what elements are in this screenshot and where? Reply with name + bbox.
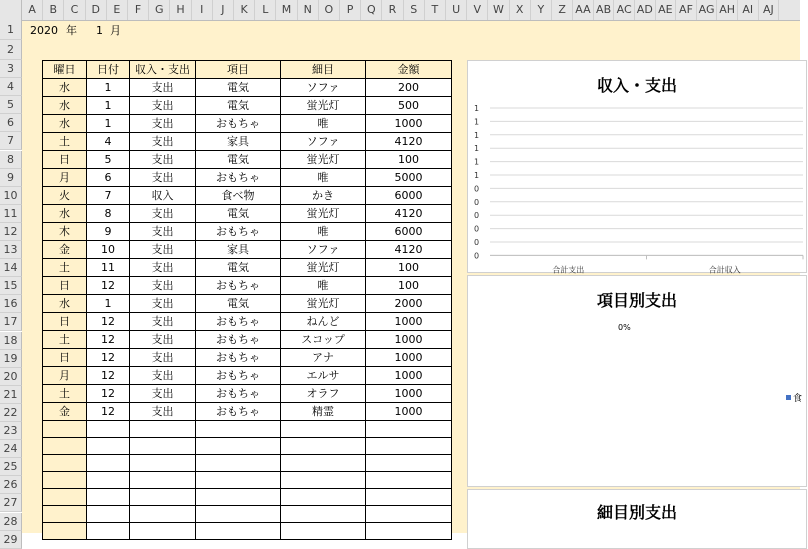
table-cell[interactable] [196,489,281,506]
column-header-k[interactable]: K [234,0,255,20]
table-cell[interactable] [281,438,366,455]
y-tick-label: 1 [474,130,480,140]
column-header-aa[interactable]: AA [573,0,594,20]
row-header-4[interactable]: 4 [0,78,22,96]
table-cell[interactable]: 水 [43,295,87,313]
column-header-m[interactable]: M [276,0,297,20]
row-header-15[interactable]: 15 [0,277,22,295]
column-header-ae[interactable]: AE [656,0,677,20]
column-header-v[interactable]: V [467,0,488,20]
table-cell[interactable] [366,506,452,523]
column-header-w[interactable]: W [488,0,509,20]
table-cell[interactable]: おもちゃ [196,349,281,367]
column-header-e[interactable]: E [107,0,128,20]
table-cell[interactable]: 9 [87,223,130,241]
y-tick-label: 1 [474,104,480,113]
table-row [43,349,452,367]
column-header-ag[interactable]: AG [697,0,718,20]
table-cell[interactable]: 電気 [196,205,281,223]
table-cell[interactable]: 12 [87,331,130,349]
table-cell[interactable]: 100 [366,151,452,169]
table-cell[interactable]: 1000 [366,367,452,385]
table-cell[interactable]: おもちゃ [196,313,281,331]
column-header-ai[interactable]: AI [738,0,759,20]
table-cell[interactable] [196,438,281,455]
row-header-3[interactable]: 3 [0,60,22,78]
table-cell[interactable] [130,421,196,438]
table-cell[interactable] [366,421,452,438]
table-cell[interactable] [130,472,196,489]
table-cell[interactable]: 金 [43,241,87,259]
row-header-2[interactable]: 2 [0,40,22,60]
table-cell[interactable]: 6000 [366,223,452,241]
table-cell[interactable]: 電気 [196,97,281,115]
table-cell[interactable] [130,489,196,506]
table-cell[interactable]: 1 [87,97,130,115]
table-cell[interactable]: 1 [87,79,130,97]
row-header-26[interactable]: 26 [0,476,22,494]
table-cell[interactable]: 12 [87,277,130,295]
x-category-label: 合計支出 [552,265,585,275]
table-cell[interactable]: 唯 [281,223,366,241]
column-heading[interactable]: 項目 [196,61,281,79]
table-cell[interactable]: 水 [43,115,87,133]
table-cell[interactable]: 精霊 [281,403,366,421]
table-row [43,205,452,223]
row-header-10[interactable]: 10 [0,187,22,205]
column-header-bar [0,0,800,21]
y-tick-label: 1 [474,157,480,167]
table-cell[interactable]: 日 [43,313,87,331]
table-cell[interactable]: 7 [87,187,130,205]
table-cell[interactable]: 土 [43,133,87,151]
column-header-j[interactable]: J [213,0,234,20]
table-cell[interactable]: 水 [43,79,87,97]
table-row [43,79,452,97]
table-cell[interactable]: 5 [87,151,130,169]
table-cell[interactable]: おもちゃ [196,331,281,349]
row-header-9[interactable]: 9 [0,169,22,187]
table-cell[interactable]: おもちゃ [196,277,281,295]
column-header-a[interactable]: A [22,0,43,20]
table-row [43,523,452,540]
column-header-i[interactable]: I [192,0,213,20]
table-cell[interactable]: 電気 [196,259,281,277]
column-header-z[interactable]: Z [552,0,573,20]
table-cell[interactable] [43,489,87,506]
column-header-f[interactable]: F [128,0,149,20]
table-cell[interactable]: ソファ [281,79,366,97]
table-cell[interactable]: 4120 [366,241,452,259]
table-cell[interactable] [43,506,87,523]
table-cell[interactable]: 支出 [130,385,196,403]
row-header-5[interactable]: 5 [0,96,22,114]
table-cell[interactable]: 月 [43,169,87,187]
table-cell[interactable] [366,455,452,472]
row-header-28[interactable]: 28 [0,513,22,531]
column-heading[interactable]: 細目 [281,61,366,79]
table-cell[interactable] [281,523,366,540]
column-header-ah[interactable]: AH [717,0,738,20]
y-tick-label: 0 [474,211,480,221]
table-cell[interactable] [196,455,281,472]
table-row [43,421,452,438]
table-cell[interactable]: 支出 [130,169,196,187]
column-header-aj[interactable]: AJ [759,0,780,20]
table-row [43,133,452,151]
table-cell[interactable]: 支出 [130,241,196,259]
chart-title: 項目別支出 [596,291,677,310]
table-cell[interactable]: 土 [43,385,87,403]
pie-percent-label: 0% [618,323,631,332]
table-cell[interactable] [87,421,130,438]
row-header-29[interactable]: 29 [0,531,22,549]
column-header-x[interactable]: X [510,0,531,20]
row-header-19[interactable]: 19 [0,350,22,368]
table-cell[interactable]: 12 [87,385,130,403]
x-category-label: 合計収入 [708,265,741,275]
table-cell[interactable]: ねんど [281,313,366,331]
table-cell[interactable]: 1000 [366,403,452,421]
table-cell[interactable]: 4120 [366,205,452,223]
chart-title: 収入・支出 [596,76,677,95]
table-cell[interactable]: 5000 [366,169,452,187]
table-cell[interactable]: 6 [87,169,130,187]
table-header-row [43,61,452,79]
y-tick-label: 1 [474,171,480,180]
select-all-corner[interactable] [0,0,22,20]
table-cell[interactable] [281,472,366,489]
table-cell[interactable]: 支出 [130,277,196,295]
row-header-1[interactable]: 1 [0,20,22,40]
table-cell[interactable] [281,455,366,472]
column-header-n[interactable]: N [298,0,319,20]
table-cell[interactable] [281,506,366,523]
row-header-13[interactable]: 13 [0,241,22,259]
row-header-27[interactable]: 27 [0,494,22,512]
column-header-c[interactable]: C [64,0,85,20]
table-cell[interactable]: ソファ [281,133,366,151]
table-cell[interactable]: 支出 [130,349,196,367]
table-cell[interactable]: アナ [281,349,366,367]
table-cell[interactable]: 500 [366,97,452,115]
column-header-r[interactable]: R [382,0,403,20]
table-cell[interactable]: 12 [87,367,130,385]
ledger-table [42,60,452,540]
table-cell[interactable]: 支出 [130,295,196,313]
row-header-11[interactable]: 11 [0,205,22,223]
table-row [43,313,452,331]
table-cell[interactable]: 蛍光灯 [281,205,366,223]
table-cell[interactable]: 支出 [130,115,196,133]
table-cell[interactable]: 蛍光灯 [281,97,366,115]
table-cell[interactable]: 1000 [366,313,452,331]
column-heading[interactable]: 日付 [87,61,130,79]
table-cell[interactable]: 1000 [366,115,452,133]
y-tick-label: 1 [474,117,480,127]
column-header-ad[interactable]: AD [635,0,656,20]
table-cell[interactable]: 1000 [366,349,452,367]
table-cell[interactable]: 蛍光灯 [281,295,366,313]
by-item-chart[interactable] [467,275,807,487]
table-cell[interactable]: 200 [366,79,452,97]
column-header-o[interactable]: O [319,0,340,20]
y-tick-label: 0 [474,184,480,194]
table-cell[interactable]: 12 [87,313,130,331]
table-row [43,97,452,115]
income-expense-chart[interactable] [467,60,807,273]
table-cell[interactable]: 家具 [196,133,281,151]
table-cell[interactable]: オラフ [281,385,366,403]
column-header-ac[interactable]: AC [614,0,635,20]
column-header-u[interactable]: U [446,0,467,20]
table-cell[interactable] [366,489,452,506]
table-cell[interactable]: 電気 [196,79,281,97]
column-heading[interactable]: 金額 [366,61,452,79]
row-header-21[interactable]: 21 [0,386,22,404]
table-cell[interactable] [196,523,281,540]
table-row [43,403,452,421]
table-row [43,277,452,295]
table-row [43,367,452,385]
table-cell[interactable]: おもちゃ [196,115,281,133]
row-header-18[interactable]: 18 [0,332,22,350]
table-cell[interactable] [196,421,281,438]
table-cell[interactable]: 蛍光灯 [281,259,366,277]
table-cell[interactable]: 1 [87,295,130,313]
table-cell[interactable]: 支出 [130,367,196,385]
table-row [43,331,452,349]
chart-title: 細目別支出 [596,503,677,522]
table-row [43,506,452,523]
table-cell[interactable]: 電気 [196,295,281,313]
column-header-d[interactable]: D [86,0,107,20]
column-header-g[interactable]: G [149,0,170,20]
table-cell[interactable]: 支出 [130,331,196,349]
row-header-17[interactable]: 17 [0,313,22,331]
y-tick-label: 0 [474,238,480,247]
table-cell[interactable]: ソファ [281,241,366,259]
year-label: 年 [66,24,77,37]
table-cell[interactable]: 支出 [130,313,196,331]
table-cell[interactable]: 支出 [130,205,196,223]
table-cell[interactable] [366,438,452,455]
table-cell[interactable]: 100 [366,277,452,295]
table-cell[interactable]: おもちゃ [196,169,281,187]
table-cell[interactable]: 4120 [366,133,452,151]
y-tick-label: 0 [474,197,480,207]
row-header-6[interactable]: 6 [0,114,22,132]
table-row [43,385,452,403]
by-detail-chart[interactable] [467,489,807,549]
table-cell[interactable]: 家具 [196,241,281,259]
table-row [43,115,452,133]
month-value[interactable]: 1 [96,24,103,37]
table-cell[interactable]: 支出 [130,403,196,421]
table-cell[interactable] [130,438,196,455]
table-cell[interactable]: 収入 [130,187,196,205]
table-cell[interactable]: 支出 [130,151,196,169]
column-header-b[interactable]: B [43,0,64,20]
table-row [43,241,452,259]
y-tick-label: 0 [474,251,480,261]
table-cell[interactable]: 日 [43,349,87,367]
table-cell[interactable]: 土 [43,331,87,349]
table-cell[interactable]: 食べ物 [196,187,281,205]
table-cell[interactable]: 11 [87,259,130,277]
table-cell[interactable]: おもちゃ [196,367,281,385]
column-header-y[interactable]: Y [531,0,552,20]
legend-swatch-icon [786,395,791,400]
table-cell[interactable]: 支出 [130,79,196,97]
table-cell[interactable]: 1000 [366,331,452,349]
table-cell[interactable]: かき [281,187,366,205]
column-header-s[interactable]: S [404,0,425,20]
table-cell[interactable]: 1 [87,115,130,133]
table-cell[interactable] [281,421,366,438]
row-header-16[interactable]: 16 [0,295,22,313]
table-cell[interactable] [130,506,196,523]
row-header-23[interactable]: 23 [0,422,22,440]
table-cell[interactable] [87,438,130,455]
y-tick-label: 1 [474,144,480,154]
table-cell[interactable]: おもちゃ [196,223,281,241]
table-cell[interactable] [366,472,452,489]
table-row [43,489,452,506]
table-row [43,472,452,489]
table-cell[interactable]: 4 [87,133,130,151]
table-cell[interactable]: 電気 [196,151,281,169]
table-row [43,259,452,277]
column-heading[interactable]: 収入・支出 [130,61,196,79]
table-row [43,223,452,241]
column-heading[interactable]: 曜日 [43,61,87,79]
table-row [43,169,452,187]
table-cell[interactable]: 8 [87,205,130,223]
table-cell[interactable]: 金 [43,403,87,421]
column-header-ab[interactable]: AB [594,0,615,20]
row-header-14[interactable]: 14 [0,259,22,277]
table-row [43,455,452,472]
table-cell[interactable]: おもちゃ [196,385,281,403]
table-cell[interactable]: 水 [43,97,87,115]
table-cell[interactable] [87,489,130,506]
table-cell[interactable]: スコップ [281,331,366,349]
table-cell[interactable] [130,523,196,540]
table-cell[interactable] [43,472,87,489]
table-cell[interactable]: 蛍光灯 [281,151,366,169]
table-cell[interactable]: 12 [87,403,130,421]
legend-entry: 食 [793,394,803,404]
year-value[interactable]: 2020 [30,24,58,37]
table-row [43,151,452,169]
table-cell[interactable]: 10 [87,241,130,259]
row-header-24[interactable]: 24 [0,440,22,458]
row-header-8[interactable]: 8 [0,151,22,169]
table-cell[interactable] [43,438,87,455]
table-row [43,187,452,205]
table-cell[interactable]: 火 [43,187,87,205]
table-cell[interactable] [87,523,130,540]
table-cell[interactable]: 唯 [281,169,366,187]
table-cell[interactable] [43,421,87,438]
table-cell[interactable]: 1000 [366,385,452,403]
table-row [43,438,452,455]
table-cell[interactable] [281,489,366,506]
table-cell[interactable]: 唯 [281,115,366,133]
table-cell[interactable]: おもちゃ [196,403,281,421]
row-header-20[interactable]: 20 [0,368,22,386]
table-cell[interactable] [87,506,130,523]
table-cell[interactable]: 100 [366,259,452,277]
column-header-t[interactable]: T [425,0,446,20]
table-cell[interactable]: エルサ [281,367,366,385]
table-cell[interactable] [130,455,196,472]
column-header-p[interactable]: P [340,0,361,20]
table-cell[interactable]: 支出 [130,223,196,241]
table-cell[interactable]: 6000 [366,187,452,205]
table-cell[interactable]: 2000 [366,295,452,313]
table-cell[interactable]: 土 [43,259,87,277]
table-cell[interactable]: 日 [43,277,87,295]
table-cell[interactable] [366,523,452,540]
row-header-22[interactable]: 22 [0,404,22,422]
table-cell[interactable] [43,523,87,540]
row-header-12[interactable]: 12 [0,223,22,241]
table-row [43,295,452,313]
income-expense-plot [468,61,808,274]
table-cell[interactable] [196,472,281,489]
table-cell[interactable]: 日 [43,151,87,169]
y-tick-label: 0 [474,224,480,234]
table-cell[interactable]: 支出 [130,97,196,115]
column-header-l[interactable]: L [255,0,276,20]
table-cell[interactable]: 木 [43,223,87,241]
table-cell[interactable]: 月 [43,367,87,385]
table-cell[interactable] [43,455,87,472]
month-label: 月 [110,24,121,37]
table-cell[interactable]: 支出 [130,259,196,277]
column-header-q[interactable]: Q [361,0,382,20]
table-cell[interactable] [87,455,130,472]
column-header-af[interactable]: AF [676,0,697,20]
row-header-7[interactable]: 7 [0,132,22,150]
table-cell[interactable]: 唯 [281,277,366,295]
table-cell[interactable]: 支出 [130,133,196,151]
column-header-h[interactable]: H [170,0,191,20]
table-cell[interactable] [87,472,130,489]
row-header-25[interactable]: 25 [0,458,22,476]
table-cell[interactable] [196,506,281,523]
table-cell[interactable]: 水 [43,205,87,223]
table-cell[interactable]: 12 [87,349,130,367]
